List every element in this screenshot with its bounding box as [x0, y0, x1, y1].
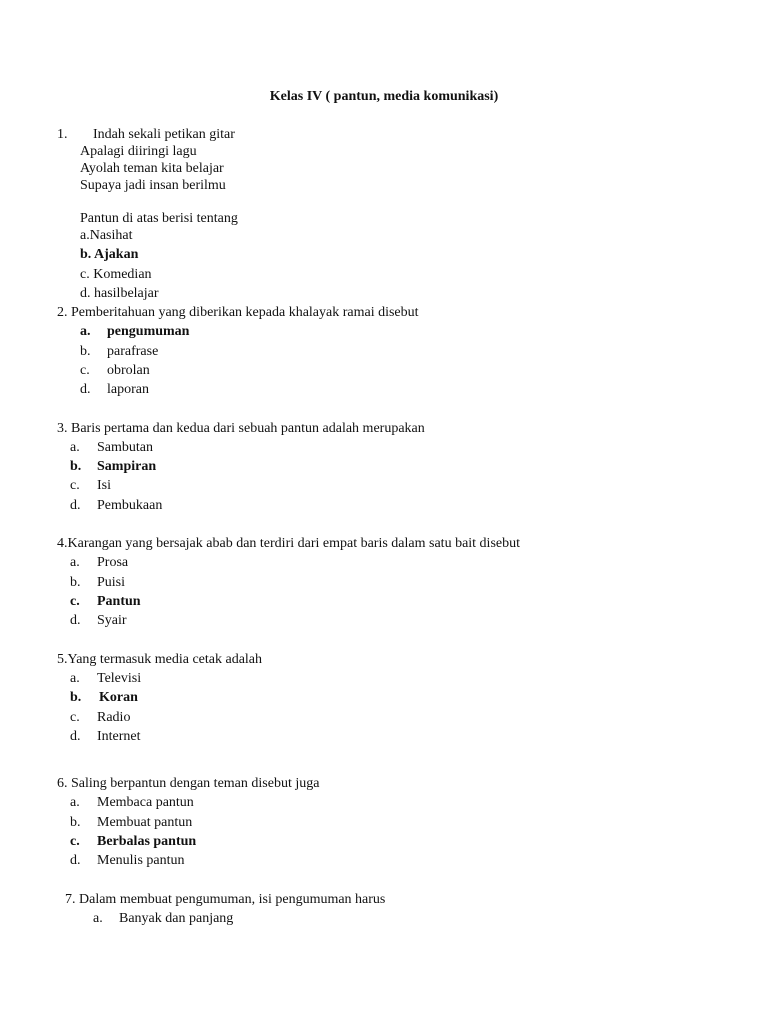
question-2-option-b: parafrase: [107, 344, 159, 359]
question-7-option-a-mark: a.: [93, 911, 103, 926]
question-5-option-d-mark: d.: [70, 729, 81, 744]
pantun-line-4: Supaya jadi insan berilmu: [80, 178, 226, 193]
question-2-option-a-mark: a.: [80, 324, 91, 339]
question-5-option-b-mark: b.: [70, 690, 82, 705]
question-1-option-d: d. hasilbelajar: [80, 286, 159, 301]
question-4-text: 4.Karangan yang bersajak abab dan terdiri dari empat baris dalam satu bait disebut: [57, 536, 520, 551]
question-1-option-c: c. Komedian: [80, 267, 152, 282]
question-1-number: 1.: [57, 127, 68, 142]
question-2-option-c-mark: c.: [80, 363, 90, 378]
question-4-option-b-mark: b.: [70, 575, 81, 590]
question-2-option-d-mark: d.: [80, 382, 91, 397]
question-5-option-c-mark: c.: [70, 710, 80, 725]
question-7-option-a: Banyak dan panjang: [119, 911, 234, 926]
question-2-option-d: laporan: [107, 382, 149, 397]
question-4-option-c-mark: c.: [70, 594, 80, 609]
question-3-option-a: Sambutan: [97, 440, 153, 455]
question-5-option-a: Televisi: [97, 671, 142, 686]
question-1-option-a: a.Nasihat: [80, 228, 133, 243]
question-4-option-b: Puisi: [97, 575, 126, 590]
pantun-line-3: Ayolah teman kita belajar: [80, 161, 224, 176]
question-4-option-c-answer: Pantun: [97, 594, 141, 609]
question-6-option-c-mark: c.: [70, 834, 80, 849]
question-6-option-b-mark: b.: [70, 815, 81, 830]
question-1-text: Pantun di atas berisi tentang: [80, 211, 238, 226]
question-3-option-c: Isi: [97, 478, 111, 493]
question-2-option-b-mark: b.: [80, 344, 91, 359]
question-2-text: 2. Pemberitahuan yang diberikan kepada khalayak ramai disebut: [57, 305, 419, 320]
question-4-option-d-mark: d.: [70, 613, 81, 628]
question-3-option-d-mark: d.: [70, 498, 81, 513]
pantun-line-1: Indah sekali petikan gitar: [93, 127, 235, 142]
question-4-option-a: Prosa: [97, 555, 129, 570]
question-3-option-d: Pembukaan: [97, 498, 163, 513]
question-5-option-d: Internet: [97, 729, 141, 744]
question-2-option-c: obrolan: [107, 363, 150, 378]
question-5-option-a-mark: a.: [70, 671, 80, 686]
question-3-option-c-mark: c.: [70, 478, 80, 493]
question-4-option-a-mark: a.: [70, 555, 80, 570]
question-6-option-b: Membuat pantun: [97, 815, 193, 830]
question-3-option-b-mark: b.: [70, 459, 82, 474]
question-6-text: 6. Saling berpantun dengan teman disebut juga: [57, 776, 320, 791]
question-3-text: 3. Baris pertama dan kedua dari sebuah pantun adalah merupakan: [57, 421, 425, 436]
question-4-option-d: Syair: [97, 613, 127, 628]
question-6-option-a-mark: a.: [70, 795, 80, 810]
question-6-option-c-answer: Berbalas pantun: [97, 834, 197, 849]
question-6-option-d-mark: d.: [70, 853, 81, 868]
pantun-line-2: Apalagi diiringi lagu: [80, 144, 197, 159]
question-5-text: 5.Yang termasuk media cetak adalah: [57, 652, 263, 667]
question-3-option-b-answer: Sampiran: [97, 459, 157, 474]
question-2-option-a-answer: pengumuman: [107, 324, 190, 339]
page-title: Kelas IV ( pantun, media komunikasi): [269, 89, 499, 104]
question-5-option-b-answer: Koran: [99, 690, 138, 705]
question-7-text: 7. Dalam membuat pengumuman, isi pengumuman harus: [65, 892, 386, 907]
question-3-option-a-mark: a.: [70, 440, 80, 455]
question-1-option-b-answer: b. Ajakan: [80, 247, 139, 262]
question-5-option-c: Radio: [97, 710, 131, 725]
question-6-option-d: Menulis pantun: [97, 853, 185, 868]
question-6-option-a: Membaca pantun: [97, 795, 194, 810]
